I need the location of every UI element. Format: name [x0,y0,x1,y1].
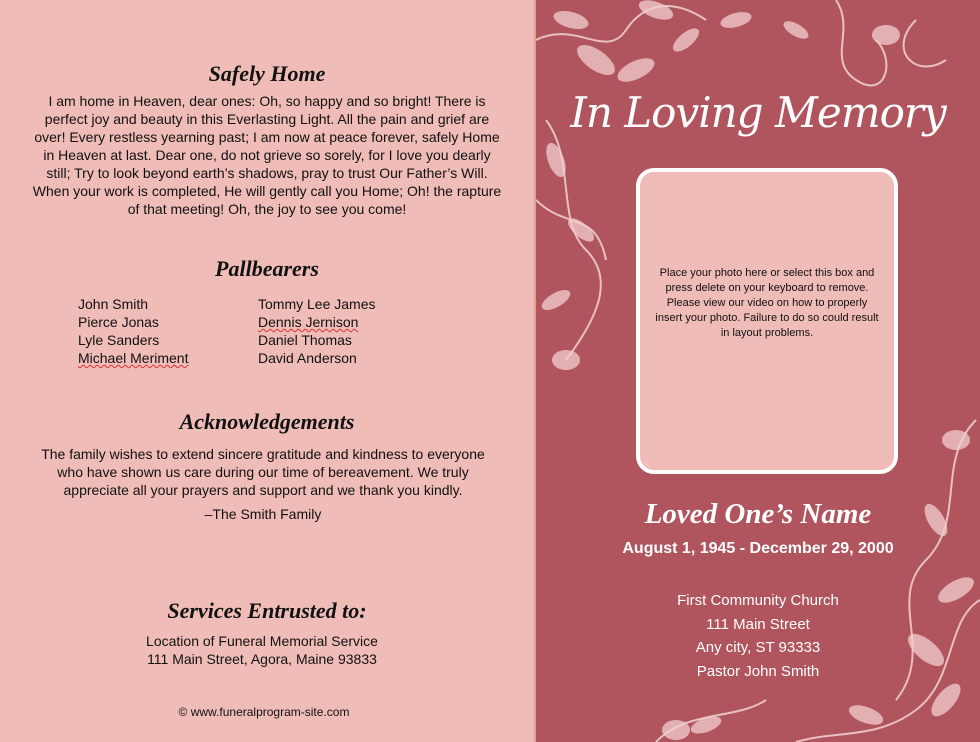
pallbearer-name: Daniel Thomas [258,332,352,348]
pallbearer-name: Lyle Sanders [78,332,160,348]
church-street: 111 Main Street [706,616,810,633]
services-title: Services Entrusted to: [167,598,367,623]
copyright-footer: © www.funeralprogram-site.com [178,705,350,719]
pallbearer-name: Tommy Lee James [258,296,376,312]
pallbearer-name: John Smith [78,296,149,312]
pallbearer-name: David Anderson [258,350,357,366]
pallbearer-name: Pierce Jonas [78,314,159,330]
poem-text: I am home in Heaven, dear ones: Oh, so happy and so bright! There is perfect joy and beauty in this Everlasting Light. All the pain and grief are over! Every restless yearning past; I am now at peace forever, safely Home in Heaven at last. Dear one, do not grieve so sorely, for I love you dearly still; Try to look beyond earth’s shadows, pray to trust Our Father’s Will. When your work is completed, He will gently call you Home; Oh! the rapture of that meeting! Oh, the joy to see you come! [32,93,502,217]
life-dates: August 1, 1945 - December 29, 2000 [622,540,894,557]
photo-placeholder-box[interactable] [636,168,898,474]
services-address: 111 Main Street, Agora, Maine 93833 [147,651,377,667]
pallbearers-column-1 [78,295,188,367]
pallbearers-title: Pallbearers [215,256,319,281]
pallbearers-column-2 [258,295,375,367]
front-cover-panel [536,0,980,742]
acknowledgements-text: The family wishes to extend sincere gratitude and kindness to everyone who have shown us care during our time of bereavement. We truly appreciate all your prayers and support and we thank you kindly. [41,446,485,498]
services-location: Location of Funeral Memorial Service [146,633,378,649]
poem-title: Safely Home [208,61,326,86]
church-pastor: Pastor John Smith [696,663,820,680]
acknowledgements-title: Acknowledgements [179,409,355,434]
church-city: Any city, ST 93333 [695,639,821,656]
loved-one-name: Loved One’s Name [644,498,872,530]
acknowledgements-signature: –The Smith Family [204,506,322,522]
pallbearer-name: Dennis Jernison [258,314,359,330]
church-name: First Community Church [677,592,839,609]
pallbearer-name: Michael Meriment [78,350,189,366]
in-loving-memory-title: In Loving Memory [570,88,946,137]
photo-placeholder-text: Place your photo here or select this box and press delete on your keyboard to remove. Please view our video on how to properly insert your photo. Failure to do so could result in layout problems. [655,267,879,339]
